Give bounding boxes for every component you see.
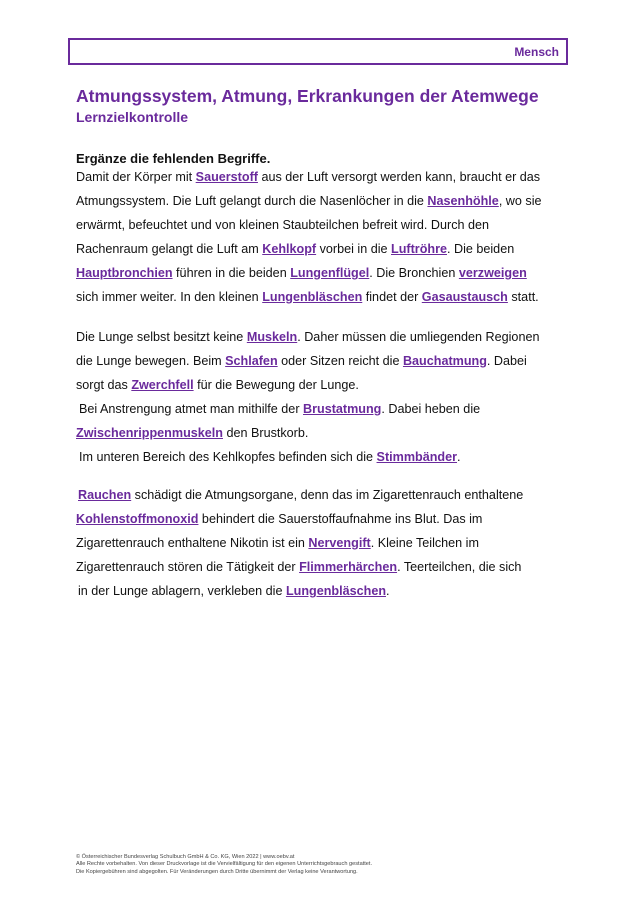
text-segment: . Daher müssen die umliegenden Regionen <box>297 330 540 344</box>
answer-term: Zwerchfell <box>131 378 194 392</box>
text-segment: Bei Anstrengung atmet man mithilfe der <box>79 402 304 416</box>
footer-line: Die Kopiergebühren sind abgegolten. Für Veränderungen durch Dritte übernimmt der Verlag keine Verantwortung. <box>76 868 358 875</box>
text-line <box>76 560 521 574</box>
answer-term: Lungenflügel <box>290 266 370 280</box>
text-line <box>76 242 514 256</box>
text-segment: Die Lunge selbst besitzt keine <box>76 330 247 344</box>
instruction: Ergänze die fehlenden Begriffe. <box>76 151 271 166</box>
text-segment: Damit der Körper mit <box>76 170 196 184</box>
answer-term: Flimmerhärchen <box>299 560 398 574</box>
answer-term: Kehlkopf <box>262 242 317 256</box>
answer-term: Nervengift <box>308 536 371 550</box>
text-segment: behindert die Sauerstoffaufnahme ins Blut. Das im <box>198 512 483 526</box>
text-line <box>76 290 539 304</box>
answer-term: Schlafen <box>225 354 278 368</box>
text-segment: vorbei in die <box>316 242 392 256</box>
text-line <box>76 194 542 208</box>
text-segment: . Teerteilchen, die sich <box>397 560 522 574</box>
answer-term: Muskeln <box>246 330 298 344</box>
text-segment: . <box>457 450 461 464</box>
text-line <box>76 266 527 280</box>
text-line <box>79 450 461 464</box>
answer-term: Kohlenstoffmonoxid <box>76 512 199 526</box>
text-segment: Zigarettenrauch enthaltene Nikotin ist ein <box>76 536 309 550</box>
text-segment: Rachenraum gelangt die Luft am <box>76 242 263 256</box>
text-segment: schädigt die Atmungsorgane, denn das im Zigarettenrauch enthaltene <box>131 488 524 502</box>
text-segment: . Die beiden <box>446 242 515 256</box>
text-line <box>78 584 390 598</box>
text-segment: sorgt das <box>76 378 132 392</box>
answer-term: Brustatmung <box>303 402 382 416</box>
footer <box>76 854 372 876</box>
answer-term: Hauptbronchien <box>76 266 173 280</box>
text-segment: statt. <box>507 290 539 304</box>
answer-term: Zwischenrippenmuskeln <box>76 426 223 440</box>
answer-term: Rauchen <box>78 488 132 502</box>
text-segment: . Dabei <box>486 354 527 368</box>
text-segment: . Kleine Teilchen im <box>370 536 479 550</box>
text-line <box>78 488 523 502</box>
text-line <box>76 170 540 184</box>
footer-line: © Österreichischer Bundesverlag Schulbuch GmbH & Co. KG, Wien 2022 | www.oebv.at <box>76 854 295 860</box>
text-segment: . Die Bronchien <box>369 266 459 280</box>
text-line <box>76 512 482 526</box>
header-box <box>68 38 568 65</box>
text-segment: für die Bewegung der Lunge. <box>193 378 359 392</box>
text-segment: aus der Luft versorgt werden kann, braucht er das <box>257 170 541 184</box>
answer-term: Lungenbläschen <box>285 584 387 598</box>
text-line <box>76 354 527 368</box>
text-line <box>76 330 539 344</box>
text-segment: findet der <box>362 290 422 304</box>
text-segment: den Brustkorb. <box>222 426 309 440</box>
text-segment: . <box>386 584 390 598</box>
text-segment: , wo sie <box>498 194 542 208</box>
header-label: Mensch <box>514 45 559 59</box>
text-segment: Atmungssystem. Die Luft gelangt durch die Nasenlöcher in die <box>76 194 428 208</box>
answer-term: Lungenbläschen <box>262 290 363 304</box>
text-line <box>76 426 308 440</box>
answer-term: Luftröhre <box>391 242 447 256</box>
page-title: Atmungssystem, Atmung, Erkrankungen der Atemwege <box>76 86 539 106</box>
footer-line: Alle Rechte vorbehalten. Von dieser Druckvorlage ist die Vervielfältigung für den eigenen Unterrichtsgebrauch gestattet. <box>76 861 373 868</box>
text-segment: oder Sitzen reicht die <box>277 354 403 368</box>
text-segment: die Lunge bewegen. Beim <box>76 354 226 368</box>
answer-term: Nasenhöhle <box>427 194 499 208</box>
text-line <box>76 536 479 550</box>
text-line <box>79 402 480 416</box>
text-segment: in der Lunge ablagern, verkleben die <box>78 584 286 598</box>
text-segment: führen in die beiden <box>172 266 291 280</box>
page-subtitle: Lernzielkontrolle <box>76 109 189 125</box>
answer-term: Gasaustausch <box>421 290 508 304</box>
text-segment: sich immer weiter. In den kleinen <box>76 290 263 304</box>
text-segment: erwärmt, befeuchtet und von kleinen Staubteilchen befreit wird. Durch den <box>76 218 490 232</box>
answer-term: Sauerstoff <box>195 170 258 184</box>
text-line <box>76 218 489 232</box>
answer-term: Bauchatmung <box>402 354 487 368</box>
text-line <box>76 378 359 392</box>
text-segment: Im unteren Bereich des Kehlkopfes befinden sich die <box>79 450 377 464</box>
answer-term: verzweigen <box>458 266 527 280</box>
text-segment: . Dabei heben die <box>381 402 481 416</box>
text-segment: Zigarettenrauch stören die Tätigkeit der <box>76 560 300 574</box>
answer-term: Stimmbänder <box>376 450 458 464</box>
